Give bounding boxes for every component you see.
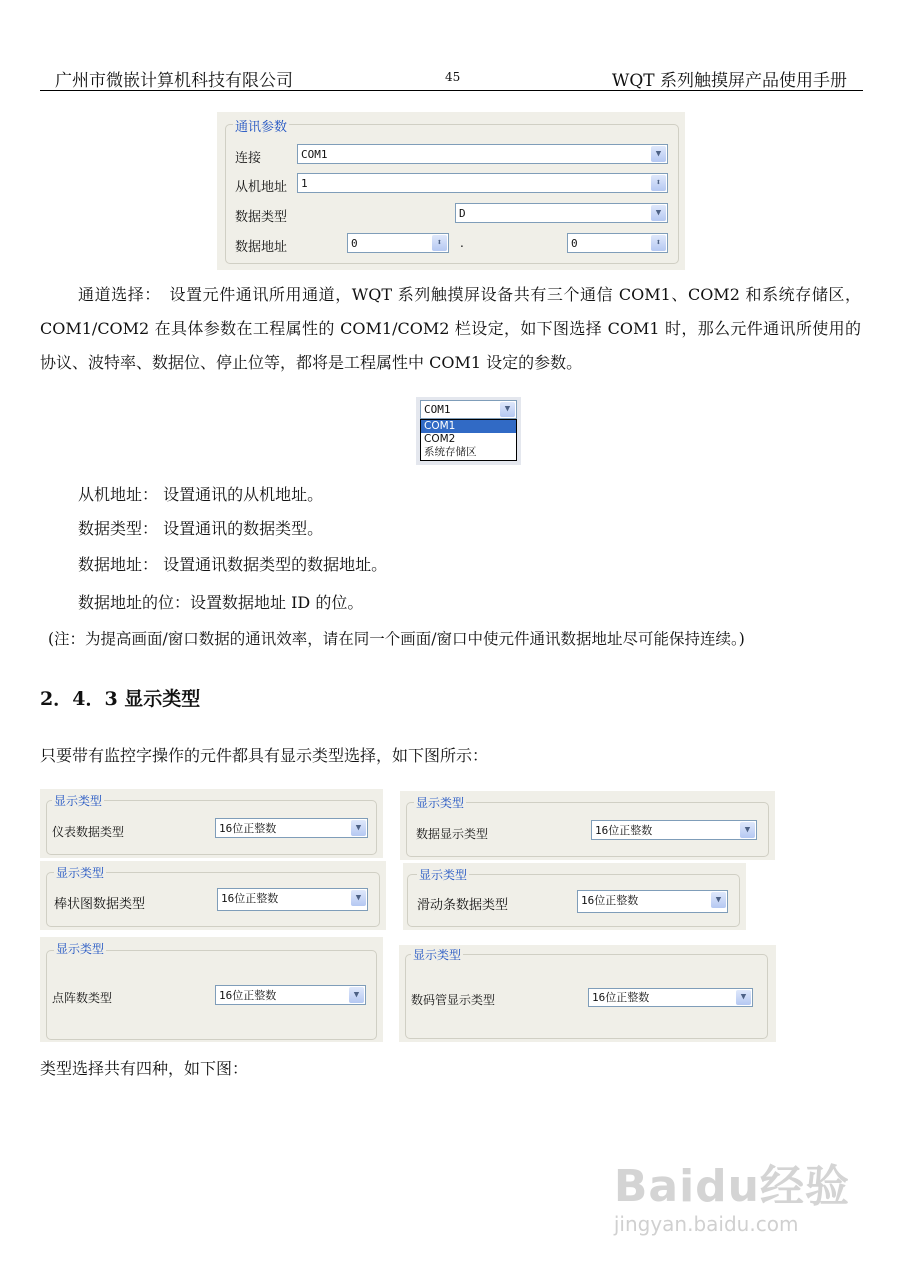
- panel-label: 滑动条数据类型: [417, 898, 509, 913]
- select-value: 16位正整数: [595, 824, 653, 837]
- chevron-down-icon[interactable]: ▼: [651, 205, 666, 221]
- bit-spinner[interactable]: [567, 233, 668, 253]
- line-daddr: 数据地址： 设置通讯数据类型的数据地址。: [78, 555, 388, 574]
- line-bit: 数据地址的位：设置数据地址 ID 的位。: [78, 593, 364, 612]
- chevron-down-icon[interactable]: ▼: [740, 822, 755, 838]
- chevron-down-icon[interactable]: ▼: [711, 892, 726, 908]
- option-system-storage[interactable]: 系统存储区: [424, 446, 477, 458]
- panel-legend: 显示类型: [54, 794, 103, 808]
- intro: 只要带有监控字操作的元件都具有显示类型选择，如下图所示：: [40, 746, 489, 765]
- dropdown-example: [416, 397, 521, 465]
- display-type-select[interactable]: [577, 890, 728, 913]
- header-rule: [40, 90, 863, 91]
- panel-legend: 显示类型: [413, 948, 462, 962]
- spinner-icon[interactable]: ⬍: [651, 235, 666, 251]
- panel-label: 数据显示类型: [416, 827, 489, 841]
- slave-value: 1: [301, 177, 308, 190]
- spinner-icon[interactable]: ⬍: [651, 175, 666, 191]
- data-type-select[interactable]: [455, 203, 668, 223]
- dot-separator: .: [460, 236, 464, 250]
- option-com2[interactable]: COM2: [424, 433, 456, 445]
- panel-legend: 显示类型: [56, 866, 105, 880]
- paragraph-channel: 通道选择： 设置元件通讯所用通道，WQT 系列触摸屏设备共有三个通信 COM1、COM2 和系统存储区，COM1/COM2 在具体参数在工程属性的 COM1/COM2 栏设定，如下图选择 COM1 时，那么元件通讯所使用的协议、波特率、数据位、停止位等，都将是工程属性中 COM1 设定的参数。: [40, 285, 861, 372]
- note: (注：为提高画面/窗口数据的通讯效率，请在同一个画面/窗口中使元件通讯数据地址尽可能保持连续。): [48, 630, 745, 648]
- section-title: 2．4．3 显示类型: [40, 688, 201, 710]
- chevron-down-icon[interactable]: ▼: [349, 987, 364, 1003]
- panel-legend: 显示类型: [416, 796, 465, 810]
- panel-legend: 显示类型: [56, 942, 105, 956]
- dtype-label: 数据类型: [235, 210, 288, 225]
- panel-label: 数码管显示类型: [411, 993, 496, 1007]
- data-address-spinner[interactable]: [347, 233, 449, 253]
- line-slave: 从机地址： 设置通讯的从机地址。: [78, 485, 324, 504]
- select-value: 16位正整数: [592, 991, 650, 1004]
- connect-value: COM1: [301, 148, 328, 161]
- select-value: 16位正整数: [219, 822, 277, 835]
- select-value: 16位正整数: [219, 989, 277, 1002]
- chevron-down-icon[interactable]: ▼: [351, 890, 366, 906]
- dropdown-select[interactable]: [420, 400, 517, 419]
- chevron-down-icon[interactable]: ▼: [736, 990, 751, 1005]
- display-panel: [40, 789, 383, 858]
- display-type-select[interactable]: [588, 988, 753, 1007]
- option-com1[interactable]: COM1: [421, 420, 516, 433]
- bit-value: 0: [571, 237, 578, 250]
- outro: 类型选择共有四种，如下图：: [40, 1059, 249, 1078]
- display-panel: [400, 791, 775, 860]
- watermark-url: jingyan.baidu.com: [613, 1212, 799, 1236]
- display-type-select[interactable]: [591, 820, 757, 840]
- baidu-jingyan-watermark: [614, 1150, 850, 1236]
- chevron-down-icon[interactable]: ▼: [500, 402, 515, 417]
- panel-label: 仪表数据类型: [52, 825, 125, 839]
- display-panel: [399, 945, 776, 1042]
- panel-legend: 显示类型: [419, 868, 468, 882]
- panel-label: 点阵数类型: [52, 991, 113, 1005]
- chevron-down-icon[interactable]: ▼: [351, 820, 366, 836]
- display-panel: [40, 861, 386, 930]
- header-company: 广州市微嵌计算机科技有限公司: [55, 71, 293, 91]
- dropdown-value: COM1: [424, 403, 451, 416]
- select-value: 16位正整数: [581, 894, 639, 907]
- daddr-label: 数据地址: [235, 240, 288, 255]
- comm-params-panel: [217, 112, 685, 270]
- watermark-logo: Baidu经验: [613, 1161, 850, 1212]
- slave-address-spinner[interactable]: [297, 173, 668, 193]
- chevron-down-icon[interactable]: ▼: [651, 146, 666, 162]
- slave-label: 从机地址: [235, 180, 288, 195]
- display-type-select[interactable]: [215, 985, 366, 1005]
- header-manual: WQT 系列触摸屏产品使用手册: [611, 71, 847, 91]
- daddr-value: 0: [351, 237, 358, 250]
- display-type-select[interactable]: [215, 818, 368, 838]
- comm-legend: 通讯参数: [233, 116, 289, 135]
- display-panel: [40, 937, 383, 1042]
- panel-label: 棒状图数据类型: [54, 897, 146, 912]
- connect-select[interactable]: [297, 144, 668, 164]
- spinner-icon[interactable]: ⬍: [432, 235, 447, 251]
- connect-label: 连接: [235, 151, 262, 166]
- display-panel: [403, 863, 746, 930]
- page-number: 45: [445, 70, 461, 84]
- select-value: 16位正整数: [221, 892, 279, 905]
- display-type-select[interactable]: [217, 888, 368, 911]
- dtype-value: D: [459, 207, 466, 220]
- dropdown-list: [420, 419, 517, 461]
- line-dtype: 数据类型： 设置通讯的数据类型。: [78, 519, 324, 538]
